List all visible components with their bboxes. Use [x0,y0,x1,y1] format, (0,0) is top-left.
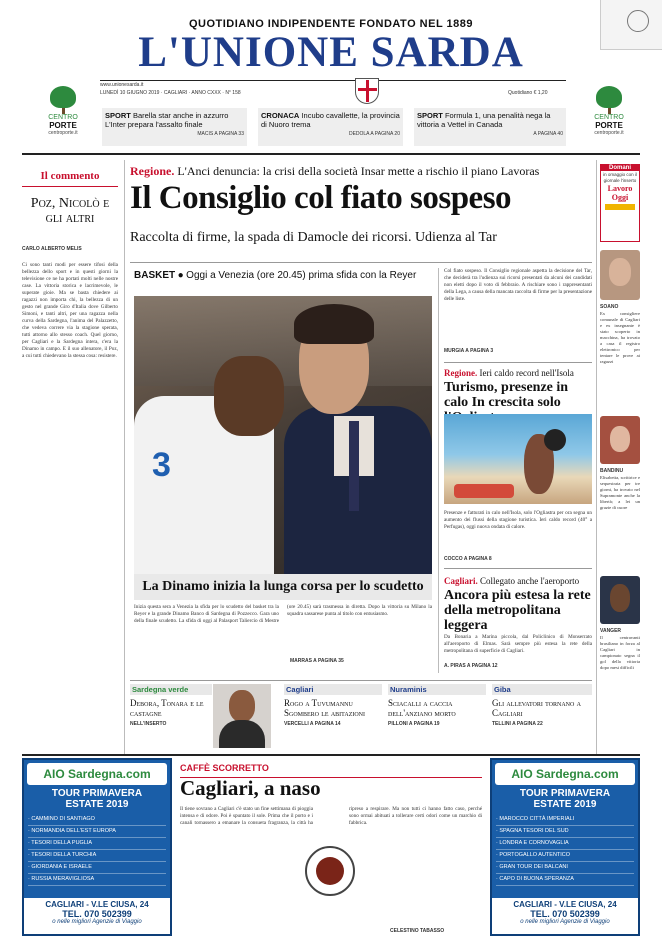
ad-phone: TEL. 070 502399 [530,909,600,919]
basket-strap: BASKET ● Oggi a Venezia (ore 20.45) prima sfida con la Reyer [134,270,417,281]
bottom-title: Rogo a Tuvumannu Sgombero le abitazioni [284,698,366,718]
ad-row: · CAMMINO DI SANTIAGO [28,814,166,826]
ad-year: ESTATE 2019 [65,799,129,810]
ad-row: · GRAN TOUR DEI BALCANI [496,862,634,874]
sponsor-url: centroporte.it [48,130,78,136]
ad-address: CAGLIARI - V.LE CIUSA, 24 [513,900,617,909]
turismo-body: Presenze e fatturati in calo nell'Isola, solo l'Ogliastra per ora segna un aumento dei flussi della stagione turistica. Ieri caldo record (40° a Perfugas), oggi nuova ondata di calore. [444,510,592,530]
teaser-label: SPORT [105,111,131,120]
person-text-vanger: Il centravanti brasiliano in forza al Cagliari in campionato segna il gol della vittoria dopo mesi difficili [600,635,640,670]
bottom-label: Nuraminis [388,684,486,695]
basket-ref: MARRAS A PAGINA 35 [290,658,344,664]
lavoro-label-1: Lavoro [607,184,633,193]
main-headline: Il Consiglio col fiato sospeso [130,180,512,216]
ad-row: · TESORI DELLA TURCHIA [28,850,166,862]
metro-headline: Ancora più estesa la rete della metropolitana leggera [444,588,591,633]
sponsor-url: centroporte.it [594,130,624,136]
domani-promo[interactable] [600,164,640,242]
bottom-ref: PILLONI A PAGINA 19 [388,721,440,727]
turismo-ref: COCCO A PAGINA 8 [444,556,492,562]
masthead-site: www.unionesarda.it [100,82,144,88]
commento-label: Il commento [22,166,118,187]
ad-row: · LONDRA E CORNOVAGLIA [496,838,634,850]
coffee-cup-icon [305,846,355,896]
basket-photo [134,296,432,574]
bottom-ref: NELL'INSERTO [130,721,167,727]
teaser-sport-1[interactable] [102,108,247,146]
bottom-title: Debora, Tonara e le castagne [130,698,204,718]
ad-tour: TOUR PRIMAVERA [51,788,143,799]
bottom-title: Gli allevatori tornano a Cagliari [492,698,581,718]
bottom-nuraminis[interactable] [388,684,486,748]
corner-stamp [600,0,662,50]
caffe-author: CELESTINO TABASSO [390,928,445,934]
ad-year: ESTATE 2019 [533,799,597,810]
domani-label: Domani [601,165,639,171]
consiglio-body: Col fiato sospeso. Il Consiglio regionale aspetta la decisione del Tar, che deciderà tra l'udienza sui ricorsi presentati da alcuni dei candidati non eletti dopo il voto di febbraio. A rischiare sono i rappresentanti della Lega, a causa della mancata raccolta di firme per la presentazione delle liste. [444,268,592,302]
ad-footer: o nelle migliori Agenzie di Viaggio [52,919,142,925]
metro-ref: A. PIRAS A PAGINA 12 [444,663,498,669]
teaser-ref: MACIS A PAGINA 33 [197,131,244,137]
ad-row: · MAROCCO CITTÀ IMPERIALI [496,814,634,826]
ad-address: CAGLIARI - V.LE CIUSA, 24 [45,900,149,909]
ad-row: · GIORDANIA E ISRAELE [28,862,166,874]
tree-icon [50,86,76,108]
lavoro-label-2: Oggi [611,193,629,202]
sponsor-line1: CENTRO [594,114,624,121]
masthead-tagline: QUOTIDIANO INDIPENDENTE FONDATO NEL 1889 [188,18,474,30]
person-photo-vanger [600,576,640,624]
sponsor-right[interactable] [584,86,634,136]
teaser-label: SPORT [417,111,443,120]
jersey-number: 3 [152,446,171,484]
sponsor-line2: PORTE [595,121,623,130]
caffe-headline: Cagliari, a naso [180,776,321,800]
masthead-title: L'UNIONE SARDA [138,29,524,76]
metro-subtitle: Cagliari. Collegato anche l'aeroporto [444,576,580,586]
player-head [214,356,284,436]
turismo-headline: Turismo, presenze in calo In crescita solo [444,380,569,410]
ad-phone: TEL. 070 502399 [62,909,132,919]
teaser-ref: DEDOLA A PAGINA 20 [348,131,400,137]
bottom-label: Cagliari [284,684,382,695]
ad-row: · PORTOGALLO AUTENTICO [496,850,634,862]
ad-brand: AIO Sardegna.com [495,763,635,785]
bottom-label: Giba [492,684,592,695]
bottom-label: Sardegna verde [130,684,212,695]
teaser-cronaca[interactable] [258,108,403,146]
person-photo-bandinu [600,416,640,464]
bottom-cagliari[interactable] [284,684,382,748]
ad-row: · CAPO DI BUONA SPERANZA [496,874,634,886]
travel-ad-right[interactable] [490,758,640,936]
domani-text: in omaggio con il giornale l'inserto [603,172,637,183]
bottom-giba[interactable] [492,684,592,748]
bottom-ref: VERCELLI A PAGINA 14 [284,721,341,727]
ad-row: · TESORI DELLA PUGLIA [28,838,166,850]
commento-body: Ci sono tanti modi per essere tifosi della bellezza dello sport e in questi giorni la televisione ce ne ha portati molti nelle nostre case. La vittoria storica e lacrimevole, le superate gioie. Ma se basta chiedere ai ragazzi non importa chi, la bellezza di un gesto nel grande Giro d'Italia dove Gilberto Simoni, e tanti altri, per una ragazza nella curva della Sardegna, l'anima del Palazzetto, che vedeva correre via la stagione sperata, tutti attorno allo stesso coach. Quel giorno, per Cagliari e la Sardegna intera, c'era la Dinamo in campo. E il suo allenatore, il Poz, a cui tutti chiedevano la stessa cosa: resistere. [22,262,118,359]
commento-title: Poz, Nicolò e gli altri [30,196,110,226]
person-name-bandinu: BANDINU [600,468,624,474]
masthead-price: Quotidiano € 1,20 [508,90,548,96]
caffe-label-bar [180,758,482,778]
turismo-subtitle: Regione. Ieri caldo record nell'Isola [444,368,574,378]
teaser-text: Barella star anche in azzurro L'Inter prepara l'assalto finale [105,111,229,129]
basket-body: Inizia questa sera a Venezia la sfida per lo scudetto del basket tra la Reyer e la grande Dinamo Banco di Sardegna di Pozzecco. Gara uno della finale scudetto. La sfida di oggi al Palasport Taliercio di Mestre (ore 20.45) sarà trasmessa in diretta. Dopo la vittoria su Milano la squadra sassarese punta al titolo con entusiasmo. [134,604,432,624]
teaser-ref: A PAGINA 40 [533,131,563,137]
person-name-vanger: VANGER [600,628,622,634]
bottom-ref: TELLINI A PAGINA 22 [492,721,543,727]
ad-row: · SPAGNA TESORI DEL SUD [496,826,634,838]
travel-ad-left[interactable] [22,758,172,936]
tree-icon [596,86,622,108]
person-name-soano: SOANO [600,304,619,310]
turismo-photo [444,414,592,504]
teaser-label: CRONACA [261,111,300,120]
person-photo-soano [600,250,640,300]
teaser-text: Formula 1, una penalità nega la vittoria a Vettel in Canada [417,111,551,129]
debora-photo [213,684,271,748]
sponsor-left[interactable] [38,86,88,136]
ad-tour: TOUR PRIMAVERA [519,788,611,799]
caffe-body: Il tiene sovrano a Cagliari c'è stato un fine settimana di pioggia intensa e di odore. Poi è spuntato il sole. Prima che il porto e i canali tornassero a emanare la consueta fragranza, la città ha ripreso a respirare. Ma non tutti ci hanno fatto caso, perché sono ormai abituati a tollerare certi odori come un marchio di fabbrica. [180,806,482,826]
sponsor-line2: PORTE [49,121,77,130]
teaser-sport-2[interactable] [414,108,566,146]
metro-body: Da Bonaria a Marina piccola, dal Policlinico di Monserrato all'aeroporto di Elmas. Sarà sempre più estesa la rete della metropolitana di superficie di Cagliari. [444,634,592,654]
ad-row: · RUSSIA MERAVIGLIOSA [28,874,166,886]
ad-footer: o nelle migliori Agenzie di Viaggio [520,919,610,925]
consiglio-ref: MURGIA A PAGINA 3 [444,348,494,354]
person-text-soano: Ex consigliere comunale di Cagliari e ex insegnante è stato scoperto in macchina, ha trovato a casa il registro elettronico per tentare le prove ai ragazzi [600,311,640,364]
sponsor-line1: CENTRO [48,114,78,121]
basket-caption: La Dinamo inizia la lunga corsa per lo scudetto [134,574,432,600]
regione-subtitle: Regione. L'Anci denuncia: la crisi della società Insar mette a rischio il piano Lavoras [130,164,540,178]
bottom-title: Sciacalli a caccia dell'anziano morto [388,698,456,718]
bottom-sardegna-verde[interactable] [130,684,212,748]
masthead-dateline: LUNEDÌ 10 GIUGNO 2019 · CAGLIARI · ANNO CXXX · N° 158 [100,90,241,96]
teaser-text: Incubo cavallette, la provincia di Nuoro trema [261,111,400,129]
ad-brand: AIO Sardegna.com [27,763,167,785]
coat-of-arms-icon [355,78,379,104]
commento-author: CARLO ALBERTO MELIS [22,246,82,252]
ad-row: · NORMANDIA DELL'EST EUROPA [28,826,166,838]
person-text-bandinu: Elisabetta, scrittrice e sequestrata per tre giorni, ha trovato nel Supramonte anche la libertà; a lei un grazie di cuore [600,475,640,510]
caffe-label: CAFFÈ SCORRETTO [180,763,269,773]
main-deck: Raccolta di firme, la spada di Damocle dei ricorsi. Udienza al Tar [130,230,497,245]
